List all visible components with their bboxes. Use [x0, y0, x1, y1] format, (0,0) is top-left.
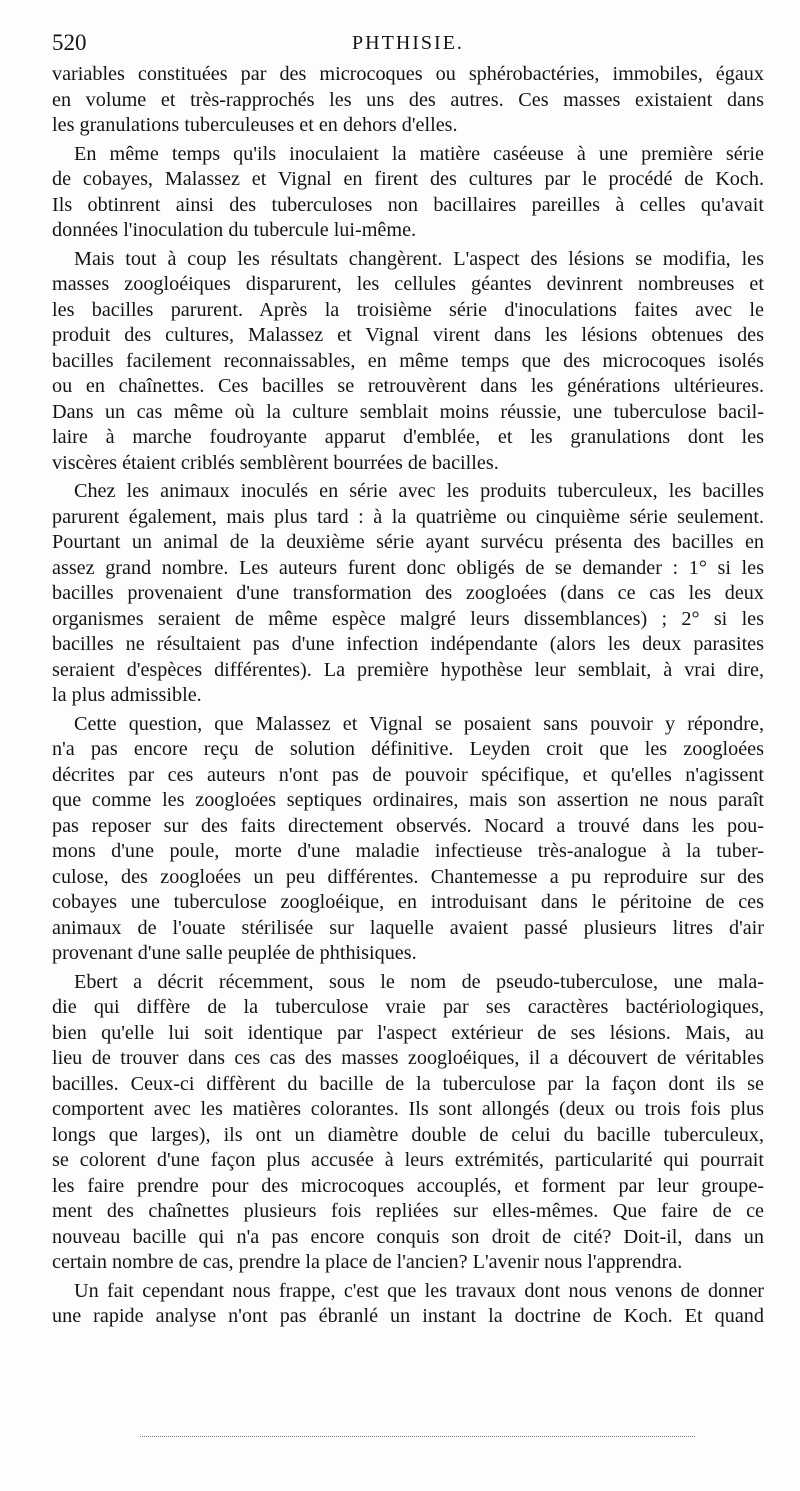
text-line: comportent avec les matières colorantes. Ils sont allongés (deux ou trois fois plus: [52, 1098, 764, 1120]
footer-rule: [140, 1436, 695, 1437]
text-line: Mais tout à coup les résultats changèrent. L'aspect des lésions se modifia, les: [74, 247, 764, 270]
text-line: la plus admissible.: [52, 684, 202, 706]
text-line: seraient d'espèces différentes). La première hypothèse leur semblait, à vrai dire,: [52, 658, 764, 681]
text-line: les granulations tuberculeuses et en dehors d'elles.: [52, 114, 458, 136]
text-line: mons d'une poule, morte d'une maladie infectieuse très-analogue à la tuber-: [52, 840, 764, 862]
text-line: parurent également, mais plus tard : à la quatrième ou cinquième série seulement.: [52, 505, 764, 528]
text-line: que comme les zoogloées septiques ordinaires, mais son assertion ne nous paraît: [52, 789, 764, 811]
text-line: données l'inoculation du tubercule lui-même.: [52, 219, 417, 241]
text-line: Pourtant un animal de la deuxième série ayant survécu présenta des bacilles en: [52, 531, 764, 553]
text-line: Ils obtinrent ainsi des tuberculoses non bacillaires pareilles à celles qu'avait: [52, 193, 764, 216]
text-line: masses zoogloéiques disparurent, les cellules géantes devinrent nombreuses et: [52, 273, 764, 295]
text-line: n'a pas encore reçu de solution définitive. Leyden croit que les zoogloées: [52, 738, 764, 760]
text-line: certain nombre de cas, prendre la place de l'ancien? L'avenir nous l'apprendra.: [52, 1251, 683, 1273]
text-line: décrites par ces auteurs n'ont pas de pouvoir spécifique, et qu'elles n'agissent: [52, 763, 764, 786]
text-line: Ebert a décrit récemment, sous le nom de pseudo-tuberculose, une mala-: [74, 970, 764, 993]
text-line: longs que larges), ils ont un diamètre double de celui du bacille tuberculeux,: [52, 1123, 764, 1146]
text-line: assez grand nombre. Les auteurs furent donc obligés de se demander : 1° si les: [52, 556, 764, 579]
text-line: les faire prendre pour des microcoques accouplés, et forment par leur groupe-: [52, 1174, 764, 1197]
text-line: nouveau bacille qui n'a pas encore conquis son droit de cité? Doit-il, dans un: [52, 1225, 764, 1248]
text-line: culose, des zoogloées un peu différentes. Chantemesse a pu reproduire sur des: [52, 865, 764, 888]
paragraph: [52, 247, 764, 477]
paragraph: [52, 1279, 764, 1330]
text-line: les bacilles parurent. Après la troisième série d'inoculations faites avec le: [52, 298, 764, 321]
text-line: ment des chaînettes plusieurs fois repliées sur elles-mêmes. Que faire de ce: [52, 1200, 764, 1222]
text-line: bacilles ne résultaient pas d'une infection indépendante (alors les deux parasites: [52, 633, 764, 655]
text-line: ou en chaînettes. Ces bacilles se retrouvèrent dans les générations ultérieures.: [52, 375, 764, 397]
body-text: [52, 62, 764, 1333]
text-line: En même temps qu'ils inoculaient la matière caséeuse à une première série: [74, 142, 764, 165]
text-line: laire à marche foudroyante apparut d'emblée, et les granulations dont les: [52, 426, 764, 448]
text-line: organismes seraient de même espèce malgré leurs dissemblances) ; 2° si les: [52, 607, 764, 630]
text-line: variables constituées par des microcoques ou sphérobactéries, immobiles, égaux: [52, 63, 764, 85]
paragraph: [52, 479, 764, 709]
text-line: une rapide analyse n'ont pas ébranlé un instant la doctrine de Koch. Et quand: [52, 1305, 764, 1327]
text-line: Dans un cas même où la culture semblait moins réussie, une tuberculose bacil-: [52, 400, 764, 423]
text-line: provenant d'une salle peuplée de phthisiques.: [52, 942, 417, 964]
running-header: [52, 30, 764, 62]
text-line: en volume et très-rapprochés les uns des autres. Ces masses existaient dans: [52, 88, 764, 111]
text-line: produit des cultures, Malassez et Vignal virent dans les lésions obtenues des: [52, 324, 764, 346]
text-line: animaux de l'ouate stérilisée sur laquelle avaient passé plusieurs litres d'air: [52, 916, 764, 939]
page-number: 520: [52, 30, 87, 55]
text-line: bien qu'elle lui soit identique par l'aspect extérieur de ses lésions. Mais, au: [52, 1021, 764, 1044]
paragraph: [52, 970, 764, 1276]
text-line: Chez les animaux inoculés en série avec les produits tuberculeux, les bacilles: [74, 480, 764, 502]
text-line: de cobayes, Malassez et Vignal en firent des cultures par le procédé de Koch.: [52, 168, 764, 190]
text-line: Un fait cependant nous frappe, c'est que les travaux dont nous venons de donner: [74, 1279, 764, 1302]
text-line: lieu de trouver dans ces cas des masses zoogloéiques, il a découvert de véritables: [52, 1047, 764, 1069]
text-line: se colorent d'une façon plus accusée à leurs extrémités, particularité qui pourrait: [52, 1149, 764, 1171]
text-line: bacilles provenaient d'une transformation des zoogloées (dans ce cas les deux: [52, 582, 764, 604]
text-line: bacilles. Ceux-ci diffèrent du bacille de la tuberculose par la façon dont ils se: [52, 1072, 764, 1095]
paragraph: [52, 62, 764, 139]
text-line: Cette question, que Malassez et Vignal se posaient sans pouvoir y répondre,: [74, 712, 764, 735]
text-line: viscères étaient criblés semblèrent bourrées de bacilles.: [52, 451, 499, 474]
paragraph: [52, 712, 764, 967]
text-line: cobayes une tuberculose zoogloéique, en introduisant dans le péritoine de ces: [52, 891, 764, 913]
text-line: bacilles facilement reconnaissables, en même temps que des microcoques isolés: [52, 349, 764, 372]
text-line: die qui diffère de la tuberculose vraie par ses caractères bactériologiques,: [52, 996, 764, 1018]
text-line: pas reposer sur des faits directement observés. Nocard a trouvé dans les pou-: [52, 814, 764, 837]
paragraph: [52, 142, 764, 244]
running-title: PHTHISIE.: [352, 32, 464, 54]
